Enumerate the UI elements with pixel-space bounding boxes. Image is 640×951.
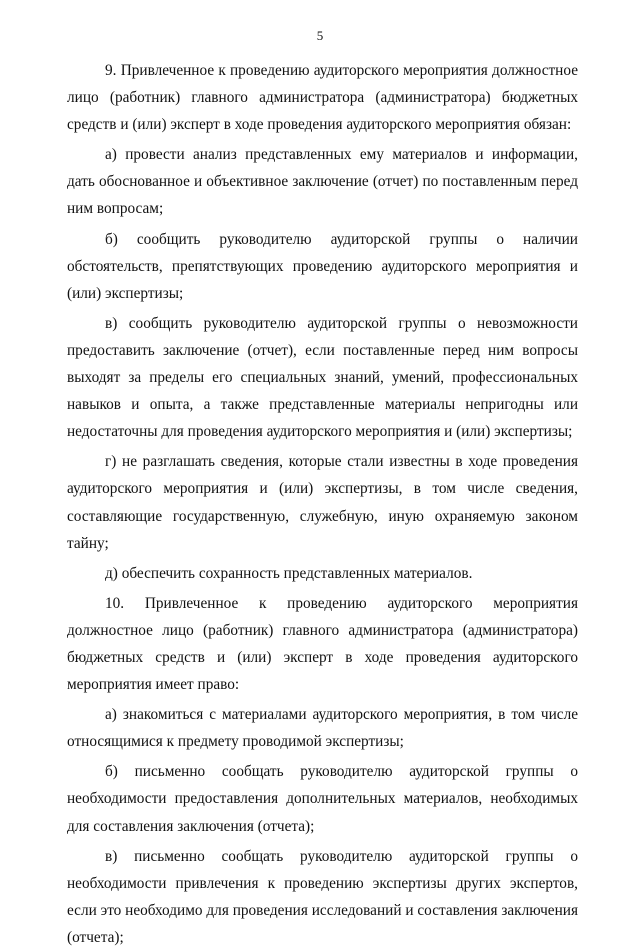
paragraph-9-item-v: в) сообщить руководителю аудиторской группы о невозможности предоставить заключение (отчет), если поставленные перед ним вопросы выходят за пределы его специальных знаний, умений, профессиональных навыков и опыта, а также представленные материалы непригодны или недостаточны для проведения аудиторского мероприятия и (или) экспертизы; <box>67 314 578 441</box>
paragraph-9-item-b: б) сообщить руководителю аудиторской группы о наличии обстоятельств, препятствующих проведению аудиторского мероприятия и (или) экспертизы; <box>67 230 578 302</box>
paragraph-9-item-d: д) обеспечить сохранность представленных материалов. <box>105 564 473 582</box>
paragraph-10-item-v: в) письменно сообщать руководителю аудиторской группы о необходимости привлечения к проведению экспертизы других экспертов, если это необходимо для проведения исследований и составления заключения (отчета); <box>67 847 578 946</box>
document-body <box>67 57 578 951</box>
paragraph-9-item-g: г) не разглашать сведения, которые стали известны в ходе проведения аудиторского мероприятия и (или) экспертизы, в том числе сведения, составляющие государственную, служебную, иную охраняемую законом тайну; <box>67 453 578 552</box>
paragraph-10-item-a: а) знакомиться с материалами аудиторского мероприятия, в том числе относящимися к предмету проводимой экспертизы; <box>67 706 578 751</box>
paragraph-9-item-a: а) провести анализ представленных ему материалов и информации, дать обоснованное и объективное заключение (отчет) по поставленным перед ним вопросам; <box>67 146 578 218</box>
paragraph-10: 10. Привлеченное к проведению аудиторского мероприятия должностное лицо (работник) главного администратора (администратора) бюджетных средств и (или) эксперт в ходе проведения аудиторского мероприятия имеет право: <box>67 594 578 694</box>
paragraph-9: 9. Привлеченное к проведению аудиторского мероприятия должностное лицо (работник) главного администратора (администратора) бюджетных средств и (или) эксперт в ходе проведения аудиторского мероприятия обязан: <box>67 62 578 134</box>
page-number: 5 <box>316 28 324 43</box>
paragraph-10-item-b: б) письменно сообщать руководителю аудиторской группы о необходимости предоставления дополнительных материалов, необходимых для составления заключения (отчета); <box>67 763 578 835</box>
